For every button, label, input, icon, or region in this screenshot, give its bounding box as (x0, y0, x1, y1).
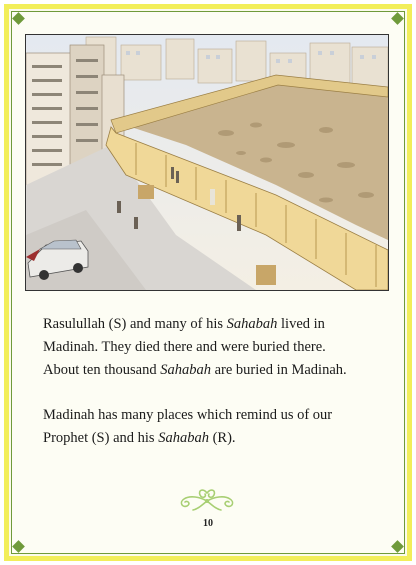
paragraph-1 (43, 313, 373, 382)
cemetery-illustration (25, 34, 389, 291)
emphasis-word: Sahabah (158, 430, 209, 446)
corner-diamond-icon (12, 540, 25, 553)
text-line (43, 336, 373, 359)
text-line (43, 359, 373, 382)
corner-diamond-icon (391, 540, 404, 553)
text-run: Rasulullah (S) and many of his (43, 316, 227, 332)
corner-diamond-icon (391, 12, 404, 25)
text-run: Madinah. They died there and were buried there. (43, 339, 326, 355)
text-line (43, 313, 373, 336)
corner-diamond-icon (12, 12, 25, 25)
text-run: Prophet (S) and his (43, 430, 159, 446)
emphasis-word: Sahabah (160, 362, 211, 378)
text-run: are buried in Madinah. (210, 362, 347, 378)
text-line (43, 404, 373, 427)
floral-scroll-ornament-icon (176, 487, 238, 513)
text-run: Madinah has many places which remind us of our (43, 407, 333, 423)
text-line (43, 427, 373, 450)
text-run: About ten thousand (43, 362, 161, 378)
text-run: lived in (277, 316, 325, 332)
paragraph-2 (43, 404, 373, 450)
page-number: 10 (203, 518, 213, 529)
text-run: (R). (208, 430, 236, 446)
emphasis-word: Sahabah (226, 316, 278, 332)
